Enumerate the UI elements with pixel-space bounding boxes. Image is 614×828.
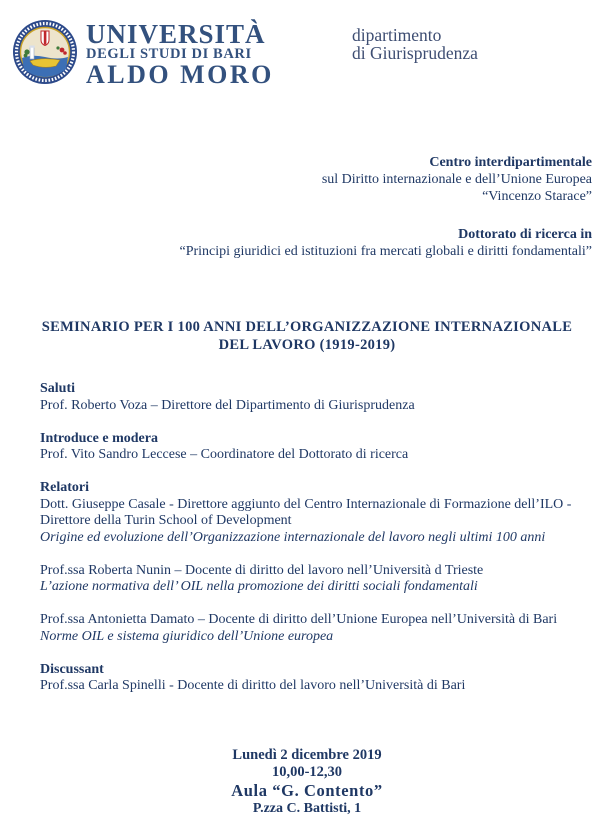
discussant-speaker: Prof.ssa Carla Spinelli - Docente di diritto del lavoro nell’Università di Bari	[40, 678, 466, 693]
event-address: P.zza C. Battisti, 1	[252, 801, 362, 816]
dottorato-title: Dottorato di ricerca in	[458, 227, 592, 242]
university-seal-icon	[12, 19, 78, 85]
seminar-title	[20, 318, 594, 354]
relatore1-topic: Origine ed evoluzione dell’Organizzazione internazionale del lavoro negli ultimi 100 anni	[40, 529, 546, 545]
saluti-speaker: Prof. Roberto Voza – Direttore del Dipartimento di Giurisprudenza	[40, 397, 415, 413]
discussant-section	[40, 662, 586, 695]
dottorato-affiliation	[180, 226, 593, 260]
discussant-heading: Discussant	[40, 661, 104, 677]
introduce-section	[40, 431, 586, 464]
department-name	[352, 26, 478, 62]
saluti-section	[40, 381, 586, 414]
event-time: 10,00-12,30	[271, 764, 343, 780]
centro-title: Centro interdipartimentale	[429, 155, 592, 170]
university-wordmark	[86, 21, 274, 88]
university-name-line1: UNIVERSITÀ	[86, 19, 266, 49]
department-line2: di Giurisprudenza	[352, 43, 478, 63]
relatori-section-3	[40, 612, 586, 645]
relatore3-name: Prof.ssa Antonietta Damato – Docente di diritto dell’Unione Europea nell’Università di Bari	[40, 612, 558, 627]
university-name-line2: DEGLI STUDI DI BARI	[86, 46, 252, 62]
centro-subtitle: sul Diritto internazionale e dell’Unione Europea	[321, 172, 592, 187]
relatori-section-2	[40, 563, 586, 596]
centro-name: “Vincenzo Starace”	[482, 189, 592, 204]
relatori-heading: Relatori	[40, 480, 89, 495]
relatore2-name: Prof.ssa Roberta Nunin – Docente di diritto del lavoro nell’Università d Trieste	[40, 562, 484, 578]
introduce-speaker: Prof. Vito Sandro Leccese – Coordinatore del Dottorato di ricerca	[40, 447, 409, 462]
relatore1-name: Dott. Giuseppe Casale - Direttore aggiunto del Centro Internazionale di Formazione dell’ILO - Direttore della Turin School of Development	[40, 496, 572, 528]
introduce-heading: Introduce e modera	[40, 430, 158, 446]
university-name-line3: ALDO MORO	[86, 60, 274, 89]
event-details	[0, 747, 614, 817]
event-date: Lunedì 2 dicembre 2019	[232, 747, 382, 763]
dottorato-subtitle: “Principi giuridici ed istituzioni fra mercati globali e diritti fondamentali”	[179, 244, 592, 259]
seminar-title-line1: SEMINARIO PER I 100 ANNI DELL’ORGANIZZAZIONE INTERNAZIONALE	[41, 319, 573, 335]
centro-affiliation	[322, 154, 592, 205]
relatori-section-1	[40, 480, 586, 546]
department-line1: dipartimento	[352, 25, 442, 45]
seminar-title-line2: DEL LAVORO (1919-2019)	[218, 337, 396, 353]
relatore2-topic: L’azione normativa dell’ OIL nella promozione dei diritti sociali fondamentali	[40, 579, 478, 594]
relatore3-topic: Norme OIL e sistema giuridico dell’Unione europea	[40, 628, 334, 644]
event-venue: Aula “G. Contento”	[231, 781, 383, 800]
saluti-heading: Saluti	[40, 381, 76, 396]
program	[40, 381, 586, 711]
